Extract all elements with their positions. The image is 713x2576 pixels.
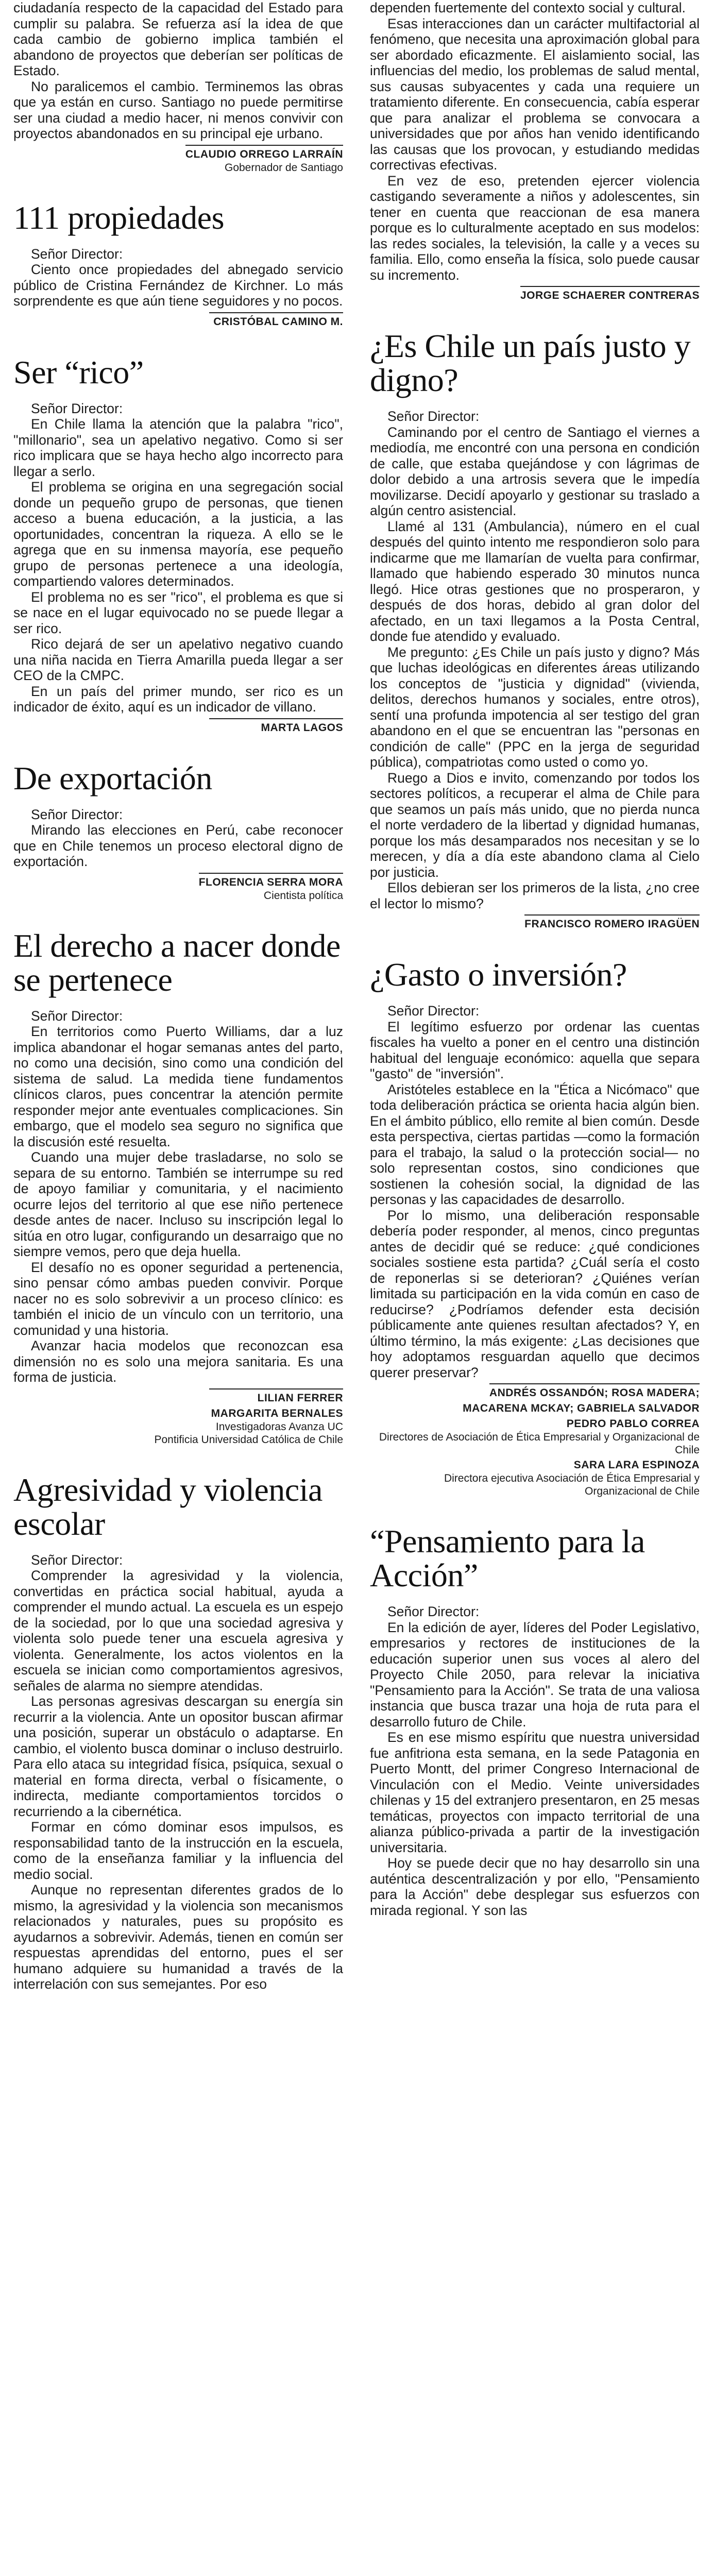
signature-affiliation: Gobernador de Santiago [224,161,343,174]
paragraph: ciudadanía respecto de la capacidad del Estado para cumplir su palabra. Se refuerza así la idea de que cada cambio de gobierno implica también el abandono de proyectos que deberían ser políticas de Estado. [13,0,343,78]
signature-affiliation: Investigadoras Avanza UC [215,1420,343,1433]
letter-gasto-inversion [370,958,700,1498]
paragraph: Esas interacciones dan un carácter multifactorial al fenómeno, que necesita una aproximación global para ser abordado eficazmente. El aislamiento social, las influencias del medio, los problemas de salud mental, sus causas subyacentes y cada una requiere un tratamiento diferente. En consecuencia, cabía esperar que para analizar el problema se convocara a universidades que por años han venido identificando las causas que los provocan, y estudiando medidas correctivas efectivas. [370,15,700,173]
letter-de-exportacion [13,761,343,902]
paragraph: Comprender la agresividad y la violencia, convertidas en práctica social habitual, ayuda a comprender el mundo actual. La escuela es un espejo de la sociedad, por lo que una sociedad agresiva y violenta solo puede tener una escuela agresiva y violenta. Generalmente, los actos violentos en la escuela se inician como comportamientos agresivos, señales de alarma no siempre atendidas. [13,1568,343,1693]
letter-ser-rico [13,355,343,735]
letter-headline: ¿Gasto o inversión? [370,956,627,993]
letter-111-propiedades [13,201,343,329]
letter-agresividad [13,1473,343,1992]
letter-chile-justo [370,329,700,931]
paragraph: El desafío no es oponer seguridad a pertenencia, sino pensar cómo ambas pueden convivir. Porque nacer no es solo sobrevivir a un proceso clínico: es también el inicio de un vínculo con un territorio, una comunidad y una historia. [13,1259,343,1338]
paragraph: Es en ese mismo espíritu que nuestra universidad fue anfitriona esta semana, en la sede Patagonia en Puerto Montt, del primer Congreso Internacional de Vinculación con el Medio. Veinte universidades chilenas y 15 del extranjero presentaron, en 25 mesas temáticas, proyectos con impacto territorial de una alianza público-privada a partir de la investigación universitaria. [370,1730,700,1855]
paragraph: Ruego a Dios e invito, comenzando por todos los sectores políticos, a recuperar el alma de Chile para que seamos un país más unido, que no pierda nunca el norte verdadero de la libertad y dignidad humanas, porque los más desamparados nos necesitan y se lo merecen, y día a día este abandono clama al Cielo por justicia. [370,770,700,880]
article-body [370,1604,700,1918]
article-body [13,0,343,142]
signature-name: CLAUDIO ORREGO LARRAÍN [185,145,343,161]
signature-affiliation: Directores de Asociación de Ética Empresarial y Organizacional de Chile [379,1431,700,1456]
salutation: Señor Director: [31,806,123,822]
separator [370,931,700,958]
paragraph: Por lo mismo, una deliberación responsable debería poder responder, al menos, cinco preguntas antes de decidir qué se reduce: ¿qué condiciones sociales sostiene esta partida? ¿Cuál sería el costo de reponerlas si se deterioran? ¿Quiénes verían limitada su participación en la vida común en caso de reducirse? ¿Podríamos defender esta decisión públicamente ante quienes resultan afectados? Y, en último término, la más exigente: ¿Las decisiones que hoy adoptamos resguardan aquello que decimos querer preservar? [370,1207,700,1380]
signature [370,1383,700,1498]
letter-headline: Ser “rico” [13,353,144,391]
paragraph: dependen fuertemente del contexto social y cultural. [370,0,686,15]
paragraph: Aunque no representan diferentes grados de lo mismo, la agresividad y la violencia son mecanismos relacionados y naturales, pues su propósito es ayudarnos a sobrevivir. Además, tienen en común ser respuestas aprendidas del entorno, pues el ser humano adquiere su humanidad a través de la interrelación con sus semejantes. Por eso [13,1882,343,1992]
separator [13,902,343,929]
paragraph: El legítimo esfuerzo por ordenar las cuentas fiscales ha vuelto a poner en el centro una distinción habitual del lenguaje económico: aquella que separa "gasto" de "inversión". [370,1019,700,1081]
letter-headline: De exportación [13,759,212,796]
article-body [13,1008,343,1385]
signature-name: FRANCISCO ROMERO IRAGÜEN [524,914,700,931]
separator [370,302,700,329]
article-body [370,1003,700,1380]
signature [13,718,343,735]
paragraph: Ellos debieran ser los primeros de la lista, ¿no cree el lector lo mismo? [370,880,700,911]
paragraph: En territorios como Puerto Williams, dar a luz implica abandonar el hogar semanas antes del parto, no como una decisión, sino como una condición del sistema de salud. La medida tiene fundamentos clínicos claros, pues concentrar la atención permite responder mejor ante eventuales complicaciones. Sin embargo, que el modelo sea seguro no significa que la discusión esté resuelta. [13,1024,343,1149]
article-body [370,409,700,911]
signature-name: MACARENA MCKAY; GABRIELA SALVADOR [463,1402,700,1414]
signature-name: JORGE SCHAERER CONTRERAS [520,286,700,302]
paragraph: Llamé al 131 (Ambulancia), número en el cual después del quinto intento me respondieron solo para indicarme que me llamarían de vuelta para confirmar, llamado que habiendo esperado 30 minutos nunca llegó. Hice otras gestiones que no prosperaron, y después de dos horas, debido al gran dolor del afectado, en un taxi llegamos a la Posta Central, donde fue atendido y evaluado. [370,518,700,644]
letter-continued-orrego [13,0,343,174]
signature [370,914,700,931]
article-body [370,0,700,283]
paragraph: Aristóteles establece en la "Ética a Nicómaco" que toda deliberación práctica se orienta hacia algún bien. En el ámbito público, ello remite al bien común. Desde esta perspectiva, ciertas partidas —como la formación para el trabajo, la salud o la protección social— no solo representan costos, sino condiciones que sostienen la cohesión social, la dignidad de las personas y las capacidades de desarrollo. [370,1081,700,1207]
separator [13,174,343,201]
paragraph: En un país del primer mundo, ser rico es un indicador de éxito, aquí es un indicador de villano. [13,683,343,715]
letter-pensamiento [370,1524,700,1918]
paragraph: En la edición de ayer, líderes del Poder Legislativo, empresarios y rectores de instituciones de la educación superior unen sus voces al alero del Proyecto Chile 2050, para relevar la iniciativa "Pensamiento para la Acción". Se trata de una valiosa instancia que busca trazar una hoja de ruta para el desarrollo futuro de Chile. [370,1619,700,1730]
salutation: Señor Director: [387,1003,480,1019]
right-column [370,0,700,2576]
signature [13,145,343,174]
signature-name: SARA LARA ESPINOZA [573,1459,700,1471]
salutation: Señor Director: [31,246,123,262]
signature-affiliation: Cientista política [263,889,343,902]
article-body [13,1552,343,1992]
letter-headline: ¿Es Chile un país justo y digno? [370,328,691,398]
letter-headline: Agresividad y violencia escolar [13,1471,322,1542]
paragraph: No paralicemos el cambio. Terminemos las obras que ya están en curso. Santiago no puede permitirse ser una ciudad a medio hacer, ni menos convivir con proyectos abandonados en su principal eje urbano. [13,78,343,141]
paragraph: En Chile llama la atención que la palabra "rico", "millonario", sea un apelativo negativo. Como si ser rico implicara que se haya hecho algo incorrecto para llegar a serlo. [13,416,343,479]
salutation: Señor Director: [31,1552,123,1568]
paragraph: El problema se origina en una segregación social donde un pequeño grupo de personas, que tienen acceso a buena educación, a la justicia, a las oportunidades, concentran la riqueza. A ello se le agrega que en su inmensa mayoría, ese pequeño grupo de personas pertenece a una ideología, compartiendo valores determinados. [13,479,343,589]
paragraph: Me pregunto: ¿Es Chile un país justo y digno? Más que luchas ideológicas en diferentes áreas utilizando los conceptos de "justicia y dignidad" (vivienda, delitos, derechos humanos y sociales, entre otros), sentí una profunda impotencia al ser testigo del gran abandono en el que se encuentran las "personas en condición de calle" (PPC en la jerga de seguridad pública), compatriotas como usted o como yo. [370,644,700,770]
signature-affiliation: Directora ejecutiva Asociación de Ética Empresarial y Organizacional de Chile [444,1472,700,1497]
signature-name: ANDRÉS OSSANDÓN; ROSA MADERA; [489,1383,700,1400]
signature-name: LILIAN FERRER [209,1388,343,1405]
signature [13,873,343,902]
salutation: Señor Director: [387,409,480,424]
left-column [13,0,343,2576]
letter-headline: El derecho a nacer donde se pertenece [13,927,341,998]
letter-continued-schaerer [370,0,700,302]
salutation: Señor Director: [31,400,123,416]
letter-derecho-a-nacer [13,929,343,1446]
separator [13,735,343,761]
article-body [13,807,343,870]
letter-headline: “Pensamiento para la Acción” [370,1523,645,1594]
signature-name: PEDRO PABLO CORREA [566,1418,700,1430]
paragraph: Ciento once propiedades del abnegado servicio público de Cristina Fernández de Kirchner. Lo más sorprendente es que aún tiene seguidores y no pocos. [13,262,343,309]
article-body [13,246,343,309]
signature-name: FLORENCIA SERRA MORA [199,873,343,889]
separator [13,1446,343,1473]
separator [13,329,343,355]
salutation: Señor Director: [31,1008,123,1024]
paragraph: Hoy se puede decir que no hay desarrollo sin una auténtica descentralización y por ello, "Pensamiento para la Acción" debe desplegar sus esfuerzos con mirada regional. Y son las [370,1855,700,1918]
letter-headline: 111 propiedades [13,199,224,236]
paragraph: Caminando por el centro de Santiago el viernes a mediodía, me encontré con una persona en condición de calle, que estaba quejándose y con lágrimas de dolor debido a una artrosis severa que le impedía movilizarse. Decidí apoyarlo y gestionar su traslado a algún centro asistencial. [370,424,700,518]
signature-affiliation: Pontificia Universidad Católica de Chile [154,1433,343,1446]
paragraph: En vez de eso, pretenden ejercer violencia castigando severamente a niños y adolescentes, sin tener en cuenta que reaccionan de esa manera porque es lo culturalmente aceptado en sus modelos: las redes sociales, la televisión, la calle y a veces su familia. Ello, como enseña la física, solo puede causar su incremento. [370,173,700,283]
paragraph: Avanzar hacia modelos que reconozcan esa dimensión no es solo una mejora sanitaria. Es una forma de justicia. [13,1338,343,1385]
salutation: Señor Director: [387,1604,480,1619]
paragraph: Rico dejará de ser un apelativo negativo cuando una niña nacida en Tierra Amarilla pueda llegar a ser CEO de la CMPC. [13,636,343,683]
signature-name: MARGARITA BERNALES [211,1407,343,1419]
signature [13,312,343,329]
paragraph: Mirando las elecciones en Perú, cabe reconocer que en Chile tenemos un proceso electoral digno de exportación. [13,822,343,869]
separator [370,1498,700,1524]
article-body [13,401,343,715]
signature [370,286,700,302]
paragraph: Cuando una mujer debe trasladarse, no solo se separa de su entorno. También se interrumpe su red de apoyo familiar y comunitaria, y el nacimiento ocurre lejos del territorio al que ese niño pertenece desde antes de nacer. Incluso su inscripción legal lo sitúa en otro lugar, configurando un desarraigo que no siempre vemos, pero que deja huella. [13,1149,343,1259]
paragraph: Las personas agresivas descargan su energía sin recurrir a la violencia. Ante un opositor buscan afirmar una posición, superar un obstáculo o adaptarse. En cambio, el violento busca dominar o incluso destruirlo. Para ello ataca su integridad física, psíquica, sexual o material en forma directa, verbal o físicamente, o indirecta, mediante comportamientos torcidos o recurriendo a la cibernética. [13,1693,343,1819]
paragraph: El problema no es ser "rico", el problema es que si se nace en el lugar equivocado no se puede llegar a ser rico. [13,589,343,636]
signature-name: MARTA LAGOS [209,718,343,735]
signature [13,1388,343,1446]
signature-name: CRISTÓBAL CAMINO M. [209,312,343,329]
paragraph: Formar en cómo dominar esos impulsos, es responsabilidad tanto de la instrucción en la escuela, como de la enseñanza familiar y la influencia del medio social. [13,1819,343,1882]
